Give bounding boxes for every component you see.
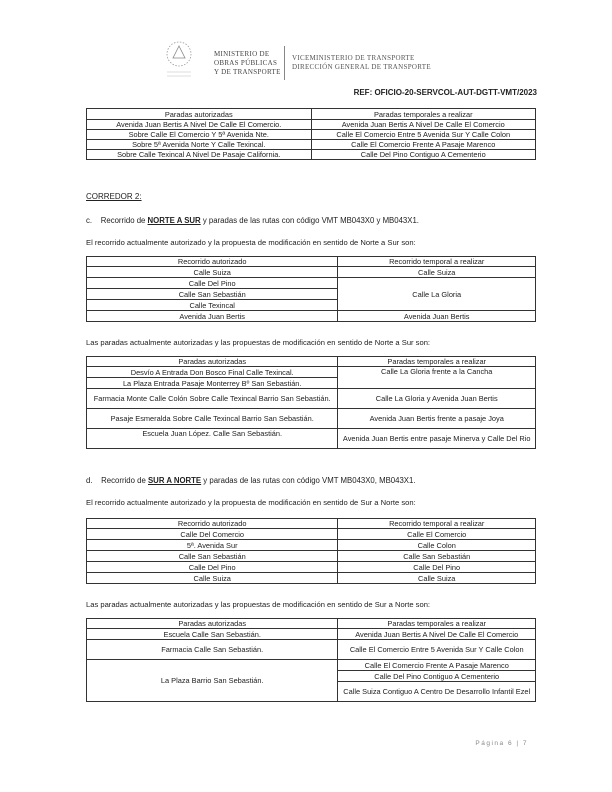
direction-label: NORTE A SUR — [147, 216, 201, 225]
table-cell: Calle La Gloria frente a la Cancha — [338, 367, 536, 389]
section-label: d. Recorrido de — [86, 476, 148, 485]
table-cell: Escuela Juan López. Calle San Sebastián. — [87, 429, 338, 449]
table-cell: Calle Texincal — [87, 300, 338, 311]
table-cell: Avenida Juan Bertis A Nivel De Calle El Comercio. — [87, 120, 312, 130]
ministry-line: MINISTERIO DE — [214, 50, 270, 58]
ministry-name — [214, 50, 281, 77]
table-cell: Calle San Sebastián — [87, 551, 338, 562]
vice-line: VICEMINISTERIO DE TRANSPORTE — [292, 54, 415, 62]
table-cell: Calle Suiza — [87, 573, 338, 584]
table-cell: Sobre 5ª Avenida Norte Y Calle Texincal. — [87, 140, 312, 150]
table-cell: Sobre Calle El Comercio Y 5ª Avenida Nte. — [87, 130, 312, 140]
table-header: Paradas temporales a realizar — [338, 619, 536, 629]
table-header: Paradas autorizadas — [87, 619, 338, 629]
stops-table-south-north — [86, 618, 536, 702]
section-d-heading — [86, 476, 416, 485]
table-cell: Calle El Comercio Frente A Pasaje Marenco — [311, 140, 536, 150]
table-cell: Calle Suiza — [338, 267, 536, 278]
route-intro: El recorrido actualmente autorizado y la propuesta de modificación en sentido de Sur a Norte son: — [86, 498, 416, 507]
table-cell: La Plaza Barrio San Sebastián. — [87, 660, 338, 702]
section-suffix: y paradas de las rutas con código VMT MB043X0, MB043X1. — [201, 476, 416, 485]
table-cell: 5ª. Avenida Sur — [87, 540, 338, 551]
section-label: c. Recorrido de — [86, 216, 148, 225]
stops-table-north-south — [86, 356, 536, 449]
table-cell: Avenida Juan Bertis entre pasaje Minerva y Calle Del Rio — [338, 429, 536, 449]
table-cell: Calle El Comercio Entre 5 Avenida Sur Y Calle Colon — [311, 130, 536, 140]
table-cell: Sobre Calle Texincal A Nivel De Pasaje California. — [87, 150, 312, 160]
direction-label: SUR A NORTE — [147, 476, 202, 485]
table-header: Paradas temporales a realizar — [311, 109, 536, 120]
table-cell: Avenida Juan Bertis frente a pasaje Joya — [338, 409, 536, 429]
table-cell: Pasaje Esmeralda Sobre Calle Texincal Barrio San Sebastián. — [87, 409, 338, 429]
table-header: Recorrido autorizado — [87, 257, 338, 267]
table-header: Paradas autorizadas — [87, 357, 338, 367]
section-suffix: y paradas de las rutas con código VMT MB043X0 y MB043X1. — [200, 216, 419, 225]
table-cell: La Plaza Entrada Pasaje Monterrey Bº San Sebastián. — [87, 378, 338, 389]
table-cell: Calle Del Pino — [87, 562, 338, 573]
table-cell: Farmacia Calle San Sebastián. — [87, 640, 338, 660]
table-header: Recorrido temporal a realizar — [338, 257, 536, 267]
table-cell: Calle El Comercio Entre 5 Avenida Sur Y Calle Colon — [338, 640, 536, 660]
table-cell: Calle Del Pino Contiguo A Cementerio — [311, 150, 536, 160]
table-cell: Calle La Gloria y Avenida Juan Bertis — [338, 389, 536, 409]
table-cell: Calle Suiza — [338, 573, 536, 584]
table-cell: Avenida Juan Bertis — [338, 311, 536, 322]
table-cell: Calle San Sebastián — [338, 551, 536, 562]
table-cell: Calle Colon — [338, 540, 536, 551]
table-cell: Calle El Comercio Frente A Pasaje Marenco — [338, 660, 536, 671]
table-cell: Calle San Sebastián — [87, 289, 338, 300]
table-header: Recorrido autorizado — [87, 519, 338, 529]
table-cell: Escuela Calle San Sebastián. — [87, 629, 338, 640]
table-cell: Calle La Gloria — [338, 278, 536, 311]
route-intro: El recorrido actualmente autorizado y la propuesta de modificación en sentido de Norte a Sur son: — [86, 238, 416, 247]
stops-intro: Las paradas actualmente autorizadas y las propuestas de modificación en sentido de Sur a Norte son: — [86, 600, 431, 609]
table-cell: Avenida Juan Bertis A Nivel De Calle El Comercio — [311, 120, 536, 130]
vice-ministry-name — [292, 54, 431, 72]
route-table-south-north — [86, 518, 536, 584]
table-cell: Calle Suiza Contiguo A Centro De Desarrollo Infantil Ezel — [338, 682, 536, 702]
table-cell: Calle Del Pino — [87, 278, 338, 289]
vice-line: DIRECCIÓN GENERAL DE TRANSPORTE — [292, 63, 431, 71]
coat-of-arms-seal — [162, 38, 196, 82]
table-cell: Calle Del Comercio — [87, 529, 338, 540]
page-number: Página 6 | 7 — [475, 740, 528, 747]
table-header: Paradas autorizadas — [87, 109, 312, 120]
table-cell: Avenida Juan Bertis A Nivel De Calle El Comercio — [338, 629, 536, 640]
ministry-line: Y DE TRANSPORTE — [214, 68, 281, 76]
stops-table-continued — [86, 108, 536, 160]
ministry-line: OBRAS PÚBLICAS — [214, 59, 278, 67]
table-cell: Calle Del Pino Contiguo A Cementerio — [338, 671, 536, 682]
route-table-north-south — [86, 256, 536, 322]
table-cell: Calle Suiza — [87, 267, 338, 278]
header-divider — [284, 46, 285, 80]
section-c-heading — [86, 216, 419, 225]
table-header: Paradas temporales a realizar — [338, 357, 536, 367]
reference-number: REF: OFICIO-20-SERVCOL-AUT-DGTT-VMT/2023 — [353, 88, 537, 97]
table-cell: Farmacia Monte Calle Colón Sobre Calle Texincal Barrio San Sebastián. — [87, 389, 338, 409]
letterhead — [150, 36, 470, 86]
stops-intro: Las paradas actualmente autorizadas y las propuestas de modificación en sentido de Norte a Sur son: — [86, 338, 431, 347]
table-cell: Avenida Juan Bertis — [87, 311, 338, 322]
table-cell: Calle El Comercio — [338, 529, 536, 540]
table-cell: Desvío A Entrada Don Bosco Final Calle Texincal. — [87, 367, 338, 378]
corridor-heading: CORREDOR 2: — [86, 192, 142, 201]
table-cell: Calle Del Pino — [338, 562, 536, 573]
table-header: Recorrido temporal a realizar — [338, 519, 536, 529]
